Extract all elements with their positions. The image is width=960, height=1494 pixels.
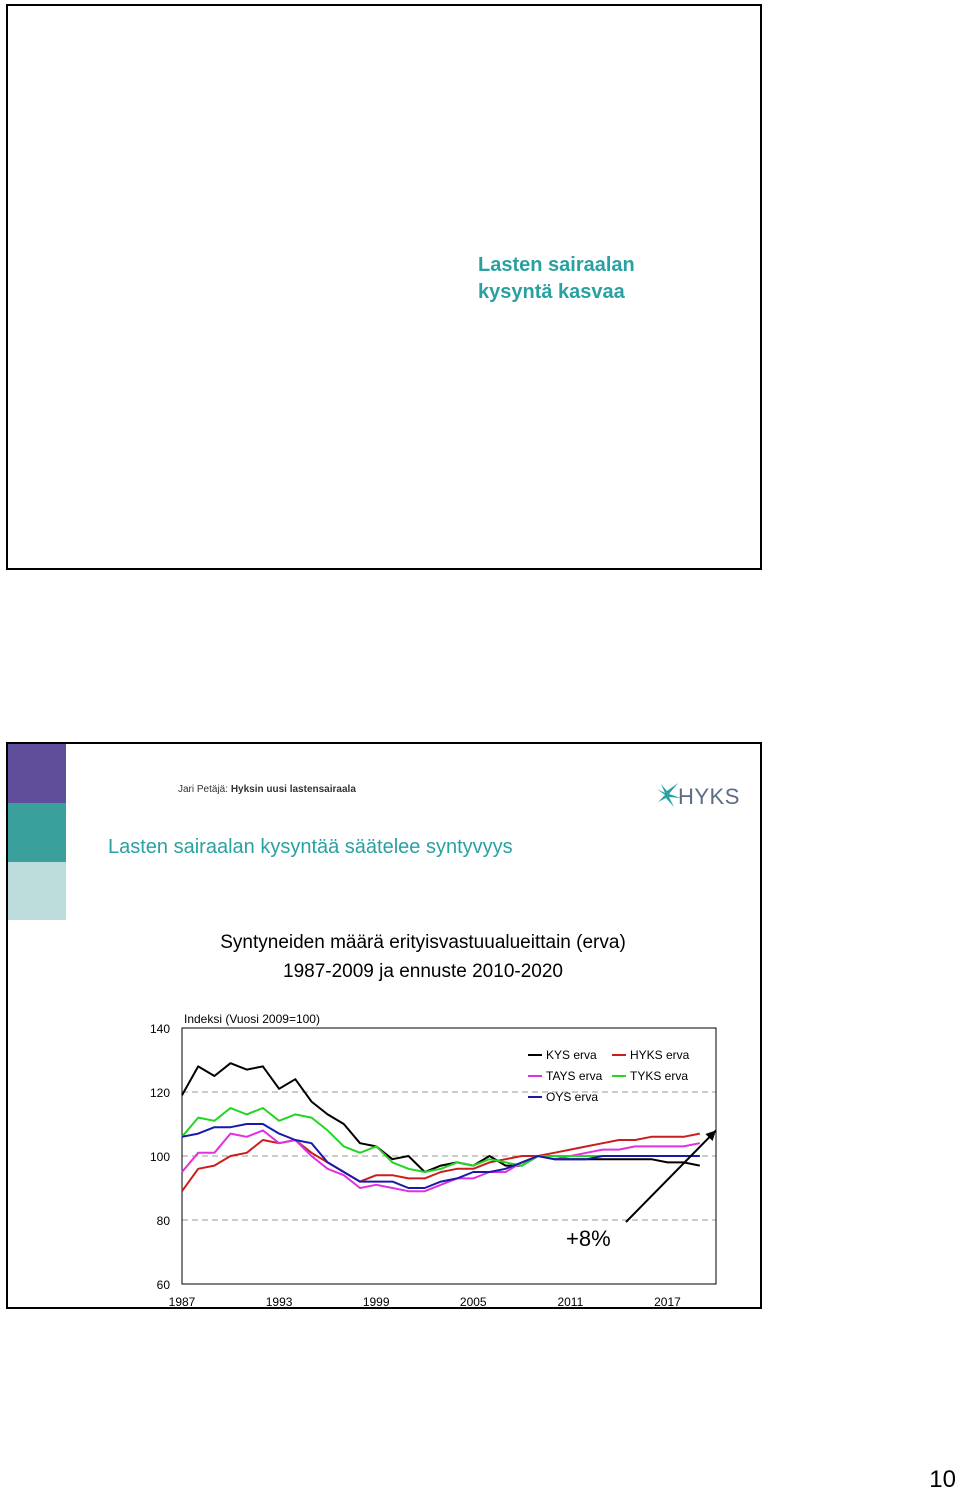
legend-label-hyks-erva: HYKS erva	[630, 1048, 690, 1062]
series-line-oys-erva	[182, 1124, 700, 1188]
legend-label-tays-erva: TAYS erva	[546, 1069, 603, 1083]
slide-1-title	[478, 252, 635, 306]
slide-1-title-line-1: Lasten sairaalan	[478, 254, 635, 276]
legend-label-oys-erva: OYS erva	[546, 1090, 599, 1104]
page-number: 10	[929, 1466, 956, 1493]
slide-1	[6, 4, 762, 570]
chart-title-line-1: Syntyneiden määrä erityisvastuualueittain (erva)	[220, 932, 626, 953]
y-axis-label: Indeksi (Vuosi 2009=100)	[184, 1012, 320, 1026]
y-tick-label-60: 60	[156, 1278, 170, 1292]
annotation-label: +8%	[566, 1226, 611, 1251]
legend-label-kys-erva: KYS erva	[546, 1048, 597, 1062]
slide-2	[6, 742, 762, 1309]
x-tick-label-2017: 2017	[654, 1295, 681, 1307]
chart-title-line-2: 1987-2009 ja ennuste 2010-2020	[283, 961, 563, 982]
y-tick-label-100: 100	[149, 1150, 170, 1164]
logo-text: HYKS	[678, 784, 740, 809]
legend-label-tyks-erva: TYKS erva	[630, 1069, 689, 1083]
x-tick-label-2011: 2011	[557, 1295, 584, 1307]
x-tick-label-1999: 1999	[362, 1295, 390, 1307]
presentation-subtitle: Hyksin uusi lastensairaala	[230, 784, 356, 795]
x-tick-label-1987: 1987	[168, 1295, 196, 1307]
author-name: Jari Petäjä:	[178, 784, 229, 795]
x-tick-label-1993: 1993	[265, 1295, 293, 1307]
births-index-chart	[8, 744, 760, 1307]
y-tick-label-140: 140	[149, 1022, 170, 1036]
annotation-arrow-line	[626, 1130, 716, 1222]
y-tick-label-80: 80	[156, 1214, 170, 1228]
y-tick-label-120: 120	[149, 1086, 170, 1100]
slide-1-title-line-2: kysyntä kasvaa	[478, 281, 625, 303]
slide-2-title: Lasten sairaalan kysyntää säätelee syntyvyys	[108, 836, 513, 858]
x-tick-label-2005: 2005	[459, 1295, 487, 1307]
